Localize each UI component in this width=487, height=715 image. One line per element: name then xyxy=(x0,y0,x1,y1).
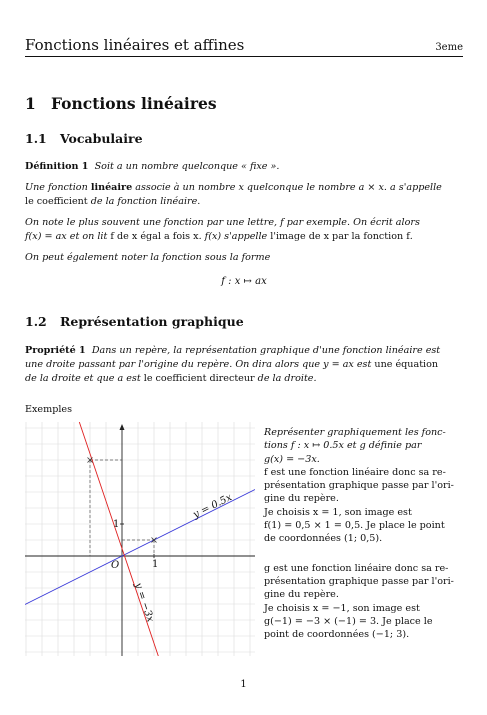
graph-svg xyxy=(25,422,255,656)
def-p2-c-it: de la fonction linéaire. xyxy=(87,196,201,207)
grid xyxy=(25,422,255,656)
definition-paragraph-3 xyxy=(25,216,463,244)
f-line-6: de coordonnées (1; 0,5). xyxy=(264,533,383,545)
y-axis-arrow-icon xyxy=(120,424,125,430)
page-number: 1 xyxy=(240,679,247,690)
f-line-2: présentation graphique passe par l'ori- xyxy=(264,480,454,492)
def-p3-b-up1: f xyxy=(110,231,114,242)
definition-line-1 xyxy=(25,160,463,174)
g-line-2: présentation graphique passe par l'ori- xyxy=(264,575,454,587)
def-p2-a: Une fonction xyxy=(25,182,91,193)
def-p2-bold: linéaire xyxy=(90,182,133,193)
subsection-number: 1.2 xyxy=(25,314,47,329)
f-line-4: Je choisis x = 1, son image est xyxy=(264,506,412,518)
def-p2-c-up: le coefficient xyxy=(25,196,88,207)
g-line-6: point de coordonnées (−1; 3). xyxy=(264,629,410,641)
examples-label: Exemples xyxy=(25,404,72,415)
intro-line-1: Représenter graphiquement les fonc- xyxy=(264,427,446,438)
subsection-1-1-heading xyxy=(25,131,143,146)
subsection-title: Vocabulaire xyxy=(60,131,143,146)
line-g-label: y = −3x xyxy=(132,581,156,624)
definition-formula: f : x ↦ ax xyxy=(221,276,267,287)
def-p3-a: On note le plus souvent une fonction par une lettre, f par exemple. On écrit alors xyxy=(25,217,420,228)
definition-paragraph-2 xyxy=(25,181,463,209)
g-line-5: g(−1) = −3 × (−1) = 3. Je place le xyxy=(264,615,433,627)
def-p3-b-end: . xyxy=(409,231,413,242)
y-unit-label: 1 xyxy=(113,519,120,530)
definition-paragraph-4: On peut également noter la fonction sous la forme xyxy=(25,252,271,263)
def-p3-b-up2: de x égal a fois x xyxy=(113,231,199,242)
section-1-heading xyxy=(25,94,217,113)
g-line-4: Je choisis x = −1, son image est xyxy=(264,602,420,614)
page-header xyxy=(25,36,463,57)
example-explanation xyxy=(264,426,462,641)
property-label: Propriété 1 xyxy=(25,345,86,356)
subsection-number: 1.1 xyxy=(25,131,47,146)
property-paragraph xyxy=(25,344,463,386)
g-line-3: gine du repère. xyxy=(264,589,339,601)
f-line-1: f est une fonction linéaire donc sa re- xyxy=(264,466,446,478)
subsection-title: Représentation graphique xyxy=(60,314,244,329)
function-graph xyxy=(25,422,255,656)
f-line-3: gine du repère. xyxy=(264,493,339,505)
line-f-label: y = 0.5x xyxy=(191,492,234,521)
property-l2-a: une droite passant par l'origine du repère. On dira alors que y = ax est xyxy=(25,359,375,370)
property-l3-a: de la droite et que a est xyxy=(25,373,144,384)
property-l3-up: le coefficient directeur xyxy=(143,373,255,384)
property-l2-up: une équation xyxy=(374,359,439,370)
intro-line-3: g(x) = −3x. xyxy=(264,453,320,465)
def-p3-b-up3: l'image de x par la fonction f xyxy=(270,231,410,242)
origin-label: O xyxy=(111,560,120,571)
x-unit-label: 1 xyxy=(152,559,159,570)
def-p3-b-it2: . f(x) s'appelle xyxy=(198,231,271,242)
definition-label: Définition 1 xyxy=(25,161,89,172)
example-intro xyxy=(264,426,462,466)
def-p2-b: associe à un nombre x quelconque le nombre a × x. a s'appelle xyxy=(132,182,442,193)
section-number: 1 xyxy=(25,94,36,113)
subsection-1-2-heading xyxy=(25,314,244,329)
g-line-1: g est une fonction linéaire donc sa re- xyxy=(264,562,449,574)
f-line-5: f(1) = 0,5 × 1 = 0,5. Je place le point xyxy=(264,520,445,532)
example-f xyxy=(264,466,462,546)
intro-line-2: tions f : x ↦ 0.5x et g définie par xyxy=(264,440,422,452)
section-title: Fonctions linéaires xyxy=(51,94,217,113)
def-p3-b-it: f(x) = ax et on lit xyxy=(25,231,111,242)
property-l3-b: de la droite. xyxy=(254,373,317,384)
example-g xyxy=(264,562,462,642)
definition-text-1: Soit a un nombre quelconque « fixe ». xyxy=(94,161,280,172)
header-grade: 3eme xyxy=(435,42,463,53)
property-l1: Dans un repère, la représentation graphique d'une fonction linéaire est xyxy=(91,345,441,356)
header-title: Fonctions linéaires et affines xyxy=(25,36,245,54)
